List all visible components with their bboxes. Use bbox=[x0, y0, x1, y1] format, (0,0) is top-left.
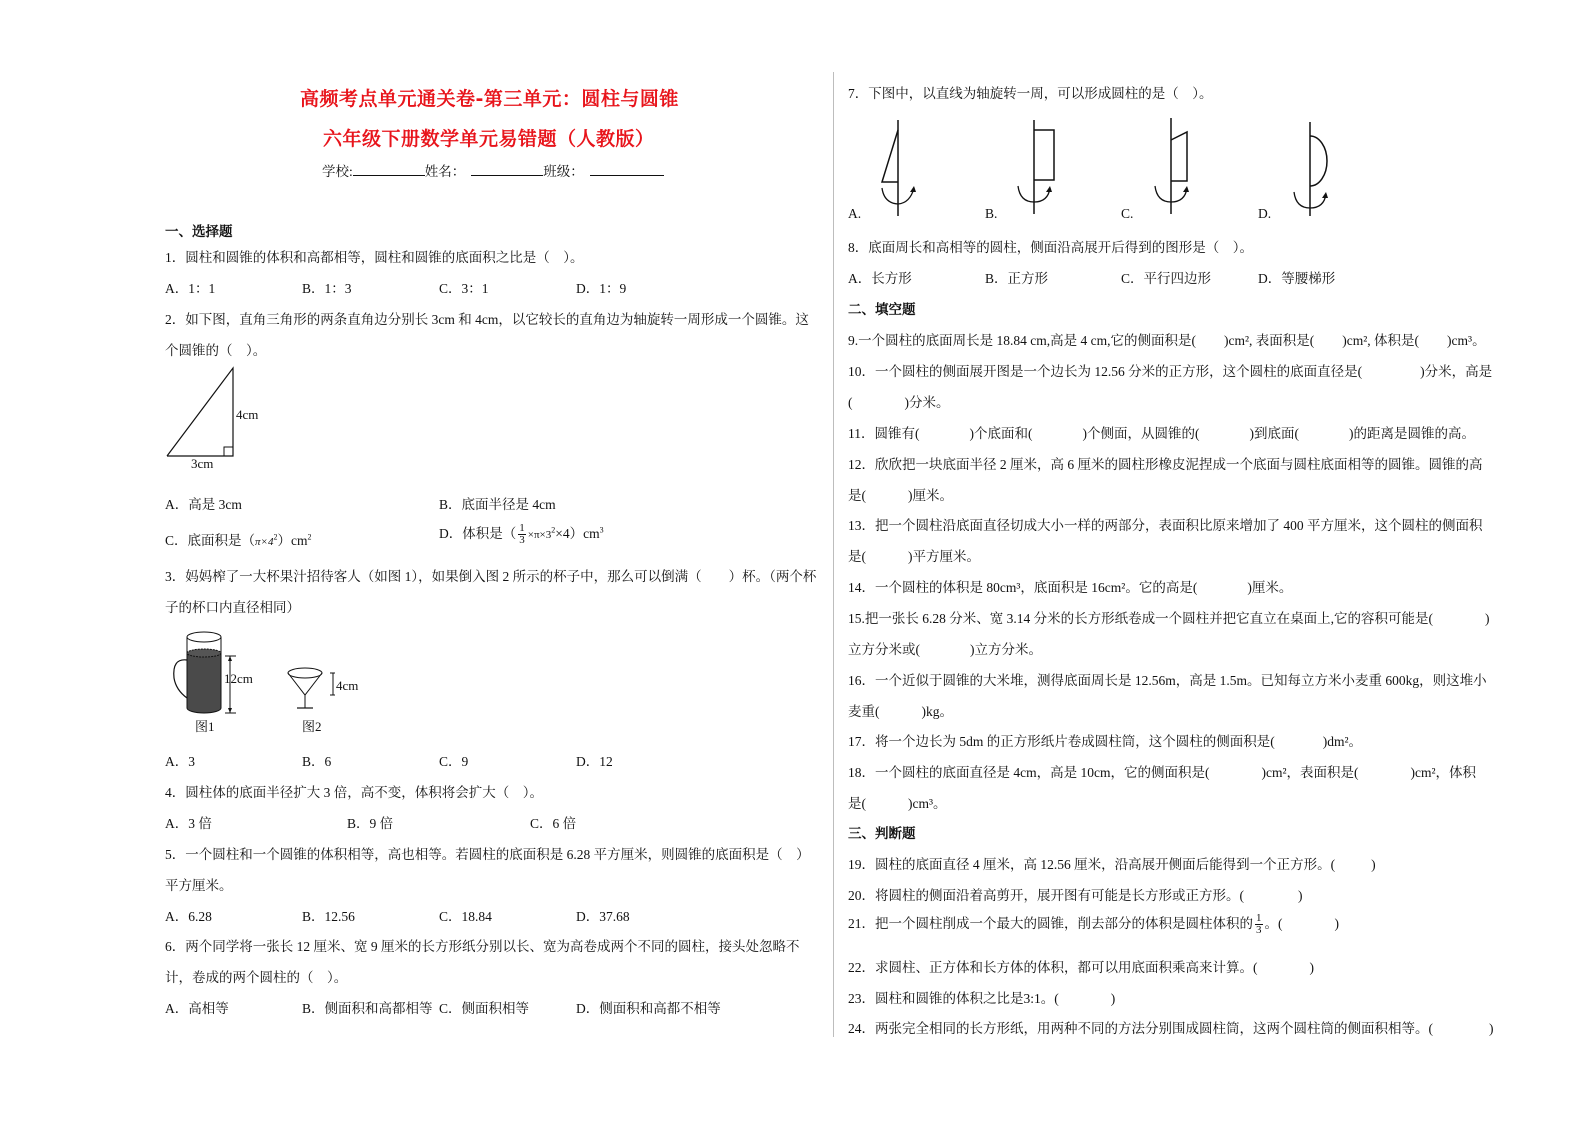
frac-num: 1 bbox=[1256, 912, 1262, 925]
q7-figure-b-rectangle bbox=[1008, 118, 1068, 218]
q10-text-1: 10．一个圆柱的侧面展开图是一个边长为 12.56 分米的正方形，这个圆柱的底面直径是( bbox=[848, 364, 1363, 379]
question-23 bbox=[848, 987, 1115, 1007]
q11-text-3: )个侧面，从圆锥的( bbox=[1082, 426, 1200, 441]
q17-text-2: )dm²。 bbox=[1322, 734, 1363, 749]
question-18-line-1 bbox=[848, 761, 1476, 781]
q7-option-a[interactable]: A. bbox=[848, 206, 862, 221]
q13-text-2: )平方厘米。 bbox=[908, 549, 980, 564]
q21-text: 21．把一个圆柱削成一个最大的圆锥，削去部分的体积是圆柱体积的 bbox=[848, 916, 1253, 931]
q5-option-c[interactable]: C．18.84 bbox=[439, 909, 492, 924]
question-9 bbox=[848, 329, 1486, 349]
q1-option-c[interactable]: C．3：1 bbox=[439, 281, 489, 296]
class-label: 班级： bbox=[543, 164, 584, 179]
question-2-line-1: 2．如下图，直角三角形的两条直角边分别长 3cm 和 4cm，以它较长的直角边为轴旋转一周形成一个圆锥。这 bbox=[165, 312, 809, 327]
question-19 bbox=[848, 853, 1376, 873]
q14-text-1: 14．一个圆柱的体积是 80cm³，底面积是 16cm²。它的高是( bbox=[848, 580, 1198, 595]
question-20 bbox=[848, 884, 1303, 904]
question-8: 8．底面周长和高相等的圆柱，侧面沿高展开后得到的图形是（ ）。 bbox=[848, 240, 1253, 255]
class-field[interactable] bbox=[590, 163, 664, 176]
name-label: 姓名： bbox=[424, 164, 466, 179]
title-line-2: 六年级下册数学单元易错题（人教版） bbox=[323, 128, 655, 150]
q11-text-4: )到底面( bbox=[1249, 426, 1299, 441]
q10-text-3: ( bbox=[848, 395, 853, 410]
q11-text-1: 11．圆锥有( bbox=[848, 426, 920, 441]
q5-option-a[interactable]: A．6.28 bbox=[165, 909, 212, 924]
q2-option-d[interactable] bbox=[439, 522, 604, 546]
fraction-one-third bbox=[518, 523, 526, 546]
q16-text-2: )kg。 bbox=[921, 704, 953, 719]
q15-text-3: 立方分米或( bbox=[848, 642, 920, 657]
triangle-vertical-label: 4cm bbox=[236, 407, 259, 422]
q10-text-4: )分米。 bbox=[904, 395, 950, 410]
q18-text-1: 18．一个圆柱的底面直径是 4cm，高是 10cm，它的侧面积是( bbox=[848, 765, 1210, 780]
q3-option-b[interactable]: B．6 bbox=[302, 754, 332, 769]
q24-text: 24．两张完全相同的长方形纸，用两种不同的方法分别围成圆柱筒，这两个圆柱筒的侧面积相等。( bbox=[848, 1021, 1433, 1036]
q23-text: 23．圆柱和圆锥的体积之比是3:1。( bbox=[848, 991, 1059, 1006]
q18-text-4: 是( bbox=[848, 796, 866, 811]
frac-den: 3 bbox=[1256, 924, 1262, 937]
fig2-height-label: 4cm bbox=[336, 678, 359, 693]
q20-text: 20．将圆柱的侧面沿着高剪开，展开图有可能是长方形或正方形。( bbox=[848, 888, 1244, 903]
q15-text-1: 15.把一张长 6.28 分米、宽 3.14 分米的长方形纸卷成一个圆柱并把它直立在桌面上,它的容积可能是( bbox=[848, 611, 1433, 626]
fig1-label: 图1 bbox=[195, 719, 215, 734]
q18-text-2: )cm²，表面积是( bbox=[1261, 765, 1359, 780]
q2d-prefix: D．体积是（ bbox=[439, 526, 517, 541]
question-17 bbox=[848, 730, 1362, 750]
q7-option-c[interactable]: C. bbox=[1121, 206, 1134, 221]
question-21 bbox=[848, 912, 1339, 936]
question-5-line-1: 5．一个圆柱和一个圆锥的体积相等，高也相等。若圆柱的底面积是 6.28 平方厘米，则圆锥的底面积是（ ） bbox=[165, 847, 810, 862]
q7-option-d[interactable]: D. bbox=[1258, 206, 1272, 221]
q9-text-4: )cm³。 bbox=[1447, 333, 1486, 348]
section-heading-judge: 三、判断题 bbox=[848, 826, 916, 841]
school-label: 学校: bbox=[322, 164, 353, 179]
question-13-line-1: 13．把一个圆柱沿底面直径切成大小一样的两部分，表面积比原来增加了 400 平方厘米，这个圆柱的侧面积 bbox=[848, 518, 1483, 533]
q13-text-1: 是( bbox=[848, 549, 866, 564]
q9-text-3: )cm², 体积是( bbox=[1342, 333, 1420, 348]
q1-option-b[interactable]: B．1：3 bbox=[302, 281, 352, 296]
section-heading-choice: 一、选择题 bbox=[165, 224, 233, 239]
question-10-line-1 bbox=[848, 360, 1492, 380]
fig1-height-label: 12cm bbox=[224, 671, 253, 686]
q8-option-b[interactable]: B．正方形 bbox=[985, 271, 1049, 286]
q22-text: 22．求圆柱、正方体和长方体的体积，都可以用底面积乘高来计算。( bbox=[848, 960, 1258, 975]
q22-close: ) bbox=[1309, 960, 1314, 975]
q4-option-b[interactable]: B．9 倍 bbox=[347, 816, 394, 831]
question-14 bbox=[848, 576, 1292, 596]
q21-open: 。( bbox=[1264, 916, 1283, 931]
q4-option-c[interactable]: C．6 倍 bbox=[530, 816, 577, 831]
question-16-line-2 bbox=[848, 700, 953, 720]
q3-option-a[interactable]: A．3 bbox=[165, 754, 195, 769]
question-12-line-2 bbox=[848, 484, 953, 504]
q10-text-2: )分米，高是 bbox=[1420, 364, 1493, 379]
q2d-unit-exp: 3 bbox=[599, 525, 604, 535]
section-heading-fill: 二、填空题 bbox=[848, 302, 916, 317]
q16-text-1: 麦重( bbox=[848, 704, 880, 719]
q2c-exp: 2 bbox=[273, 532, 278, 542]
question-3-line-2: 子的杯口内直径相同） bbox=[165, 600, 300, 615]
q19-close: ) bbox=[1371, 857, 1376, 872]
question-15-line-2 bbox=[848, 638, 1042, 658]
q1-option-a[interactable]: A．1：1 bbox=[165, 281, 216, 296]
q17-text-1: 17．将一个边长为 5dm 的正方形纸片卷成圆柱筒，这个圆柱的侧面积是( bbox=[848, 734, 1275, 749]
question-18-line-2 bbox=[848, 792, 947, 812]
name-field[interactable] bbox=[471, 163, 543, 176]
q3-option-c[interactable]: C．9 bbox=[439, 754, 469, 769]
q2-option-b[interactable]: B．底面半径是 4cm bbox=[439, 497, 556, 512]
q2d-exp: 2 bbox=[551, 525, 556, 535]
question-11 bbox=[848, 422, 1475, 442]
q11-text-5: )的距离是圆锥的高。 bbox=[1349, 426, 1475, 441]
frac-den: 3 bbox=[519, 534, 525, 547]
question-4: 4．圆柱体的底面半径扩大 3 倍，高不变，体积将会扩大（ ）。 bbox=[165, 785, 543, 800]
q5-option-d[interactable]: D．37.68 bbox=[576, 909, 630, 924]
frac-num: 1 bbox=[519, 522, 525, 535]
q8-option-d[interactable]: D．等腰梯形 bbox=[1258, 271, 1336, 286]
q15-text-2: ) bbox=[1485, 611, 1490, 626]
q15-text-4: )立方分米。 bbox=[970, 642, 1042, 657]
q2c-math: π×4 bbox=[255, 536, 274, 548]
q7-figure-d-semicircle bbox=[1282, 118, 1342, 218]
q14-text-2: )厘米。 bbox=[1247, 580, 1293, 595]
q6-option-d[interactable]: D．侧面积和高都不相等 bbox=[576, 1001, 721, 1016]
q7-figure-c-trapezoid bbox=[1145, 118, 1205, 218]
question-7: 7．下图中，以直线为轴旋转一周，可以形成圆柱的是（ ）。 bbox=[848, 86, 1213, 101]
q1-option-d[interactable]: D．1：9 bbox=[576, 281, 627, 296]
q12-text-2: )厘米。 bbox=[908, 488, 953, 503]
question-13-line-2 bbox=[848, 545, 980, 565]
q2d-math: ×π×3 bbox=[527, 529, 552, 541]
question-2-line-2: 个圆锥的（ ）。 bbox=[165, 343, 267, 358]
q6-option-b[interactable]: B．侧面积和高都相等 bbox=[302, 1001, 433, 1016]
question-6-line-1: 6．两个同学将一张长 12 厘米、宽 9 厘米的长方形纸分别以长、宽为高卷成两个不同的圆柱，接头处忽略不 bbox=[165, 939, 800, 954]
q2-option-c[interactable] bbox=[165, 529, 311, 549]
q24-close: ) bbox=[1489, 1021, 1494, 1036]
question-5-line-2: 平方厘米。 bbox=[165, 878, 233, 893]
q4-option-a[interactable]: A．3 倍 bbox=[165, 816, 212, 831]
q6-option-c[interactable]: C．侧面积相等 bbox=[439, 1001, 530, 1016]
triangle-horizontal-label: 3cm bbox=[191, 456, 214, 471]
student-info-line bbox=[322, 160, 664, 180]
q18-text-3: )cm²，体积 bbox=[1410, 765, 1477, 780]
question-3-line-1: 3．妈妈榨了一大杯果汁招待客人（如图 1），如果倒入图 2 所示的杯子中，那么可以倒满（ ）杯。（两个杯 bbox=[165, 569, 817, 584]
q21-close: ) bbox=[1334, 916, 1339, 931]
q3-option-d[interactable]: D．12 bbox=[576, 754, 613, 769]
school-field[interactable] bbox=[353, 163, 425, 176]
q9-text-2: )cm², 表面积是( bbox=[1223, 333, 1315, 348]
q2d-math2: ×4）cm bbox=[555, 526, 600, 541]
q11-text-2: )个底面和( bbox=[969, 426, 1033, 441]
question-12-line-1: 12．欣欣把一块底面半径 2 厘米，高 6 厘米的圆柱形橡皮泥捏成一个底面与圆柱底面相等的圆锥。圆锥的高 bbox=[848, 457, 1483, 472]
q7-option-b[interactable]: B. bbox=[985, 206, 998, 221]
q5-option-b[interactable]: B．12.56 bbox=[302, 909, 355, 924]
question-1: 1．圆柱和圆锥的体积和高都相等，圆柱和圆锥的底面积之比是（ ）。 bbox=[165, 250, 584, 265]
question-24 bbox=[848, 1017, 1494, 1037]
q7-figure-a-triangle bbox=[870, 118, 930, 218]
question-15-line-1 bbox=[848, 607, 1490, 627]
q20-close: ) bbox=[1298, 888, 1303, 903]
pitcher-figure bbox=[170, 628, 270, 718]
q6-option-a[interactable]: A．高相等 bbox=[165, 1001, 229, 1016]
q2-option-a[interactable]: A．高是 3cm bbox=[165, 497, 242, 512]
question-22 bbox=[848, 956, 1314, 976]
fig2-label: 图2 bbox=[302, 719, 322, 734]
fraction-one-third bbox=[1255, 913, 1263, 936]
question-6-line-2: 计，卷成的两个圆柱的（ ）。 bbox=[165, 970, 348, 985]
question-10-line-2 bbox=[848, 391, 950, 411]
title-line-1: 高频考点单元通关卷-第三单元：圆柱与圆锥 bbox=[300, 88, 679, 110]
q9-text-1: 9.一个圆柱的底面周长是 18.84 cm,高是 4 cm,它的侧面积是( bbox=[848, 333, 1196, 348]
q18-text-5: )cm³。 bbox=[908, 796, 947, 811]
q8-option-a[interactable]: A．长方形 bbox=[848, 271, 912, 286]
question-16-line-1: 16．一个近似于圆锥的大米堆，测得底面周长是 12.56m，高是 1.5m。已知每立方米小麦重 600kg，则这堆小 bbox=[848, 673, 1487, 688]
column-divider bbox=[833, 72, 834, 1037]
q12-text-1: 是( bbox=[848, 488, 866, 503]
q2c-post: ）cm bbox=[277, 533, 308, 548]
q2c-prefix: C．底面积是（ bbox=[165, 533, 256, 548]
q19-text: 19．圆柱的底面直径 4 厘米，高 12.56 厘米，沿高展开侧面后能得到一个正方形。( bbox=[848, 857, 1336, 872]
q2c-unit-exp: 2 bbox=[307, 532, 312, 542]
q23-close: ) bbox=[1110, 991, 1116, 1006]
q8-option-c[interactable]: C．平行四边形 bbox=[1121, 271, 1212, 286]
